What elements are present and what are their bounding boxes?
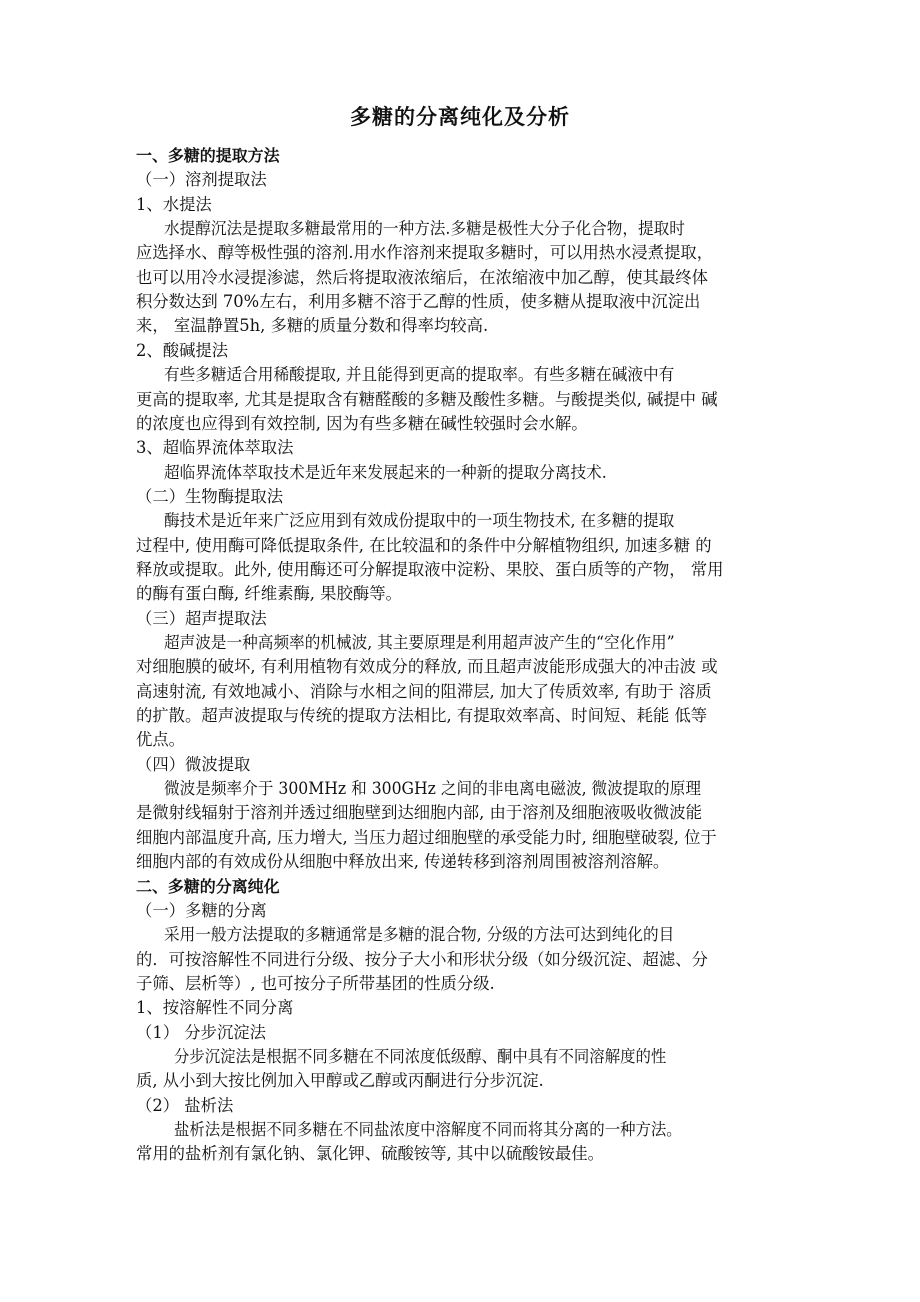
paragraph-line: 超临界流体萃取技术是近年来发展起来的一种新的提取分离技术. [164,462,607,482]
paragraph-line: 酶技术是近年来广泛应用到有效成份提取中的一项生物技术, 在多糖的提取 [164,511,675,531]
paragraph-line: 对细胞膜的破坏, 有利用植物有效成分的释放, 而且超声波能形成强大的冲击波 或 [136,657,718,677]
paragraph-line: 分步沉淀法是根据不同多糖在不同浓度低级醇、酮中具有不同溶解度的性 [174,1046,667,1066]
subheading: 2、酸碱提法 [136,340,229,360]
paragraph-line: 也可以用冷水浸提渗滤，然后将提取液浓缩后，在浓缩液中加乙醇，使其最终体 [136,267,708,287]
paragraph-line: 采用一般方法提取的多糖通常是多糖的混合物, 分级的方法可达到纯化的目 [164,925,675,945]
paragraph-line: 常用的盐析剂有氯化钠、氯化钾、硫酸铵等, 其中以硫酸铵最佳。 [136,1144,604,1164]
paragraph-line: 释放或提取。此外, 使用酶还可分解提取液中淀粉、果胶、蛋白质等的产物， 常用 [136,559,724,579]
paragraph-line: 的．可按溶解性不同进行分级、按分子大小和形状分级（如分级沉淀、超滤、分 [136,949,708,969]
paragraph-line: 是微射线辐射于溶剂并透过细胞壁到达细胞内部, 由于溶剂及细胞液吸收微波能 [136,803,702,823]
paragraph-line: 的扩散。超声波提取与传统的提取方法相比, 有提取效率高、时间短、耗能 低等 [136,706,708,726]
paragraph-line: 优点。 [136,730,186,750]
section-heading: 二、多糖的分离纯化 [136,876,280,896]
subheading: （2） 盐析法 [136,1095,234,1115]
page-title: 多糖的分离纯化及分析 [350,104,570,129]
paragraph-line: 细胞内部温度升高, 压力增大, 当压力超过细胞壁的承受能力时, 细胞壁破裂, 位于 [136,827,717,847]
paragraph-line: 的浓度也应得到有效控制, 因为有些多糖在碱性较强时会水解。 [136,413,588,433]
subheading: 1、按溶解性不同分离 [136,998,294,1018]
paragraph-line: 盐析法是根据不同多糖在不同盐浓度中溶解度不同而将其分离的一种方法。 [174,1120,682,1139]
paragraph-line: 更高的提取率, 尤其是提取含有糖醛酸的多糖及酸性多糖。与酸提类似, 碱提中 碱 [136,389,718,409]
paragraph-line: 应选择水、醇等极性强的溶剂.用水作溶剂来提取多糖时，可以用热水浸煮提取， [136,243,714,263]
subheading: （一）多糖的分离 [136,900,267,920]
paragraph-line: 微波是频率介于 300MHz 和 300GHz 之间的非电离电磁波, 微波提取的原理 [164,779,701,799]
paragraph-line: 积分数达到 70%左右，利用多糖不溶于乙醇的性质，使多糖从提取液中沉淀出 [136,292,701,312]
subheading: （一）溶剂提取法 [136,170,267,190]
paragraph-line: 子筛、层析等）, 也可按分子所带基团的性质分级. [136,973,495,993]
subheading: 3、超临界流体萃取法 [136,438,294,458]
paragraph-line: 高速射流, 有效地减小、消除与水相之间的阻滞层, 加大了传质效率, 有助于 溶质 [136,681,712,701]
paragraph-line: 来， 室温静置5h, 多糖的质量分数和得率均较高. [136,316,489,336]
subheading: （四）微波提取 [136,754,251,774]
paragraph-line: 的酶有蛋白酶, 纤维素酶, 果胶酶等。 [136,584,402,604]
subheading: （二）生物酶提取法 [136,486,284,506]
paragraph-line: 超声波是一种高频率的机械波, 其主要原理是利用超声波产生的“空化作用” [164,633,675,652]
subheading: 1、水提法 [136,194,212,214]
paragraph-line: 细胞内部的有效成份从细胞中释放出来, 传递转移到溶剂周围被溶剂溶解。 [136,852,670,872]
subheading: （三）超声提取法 [136,608,267,628]
paragraph-line: 过程中, 使用酶可降低提取条件, 在比较温和的条件中分解植物组织, 加速多糖 的 [136,535,712,555]
paragraph-line: 有些多糖适合用稀酸提取, 并且能得到更高的提取率。有些多糖在碱液中有 [164,365,675,385]
subheading: （1） 分步沉淀法 [136,1022,266,1042]
paragraph-line: 水提醇沉法是提取多糖最常用的一种方法.多糖是极性大分子化合物，提取时 [164,219,685,239]
paragraph-line: 质, 从小到大按比例加入甲醇或乙醇或丙酮进行分步沉淀. [136,1071,544,1091]
section-heading: 一、多糖的提取方法 [136,146,280,165]
